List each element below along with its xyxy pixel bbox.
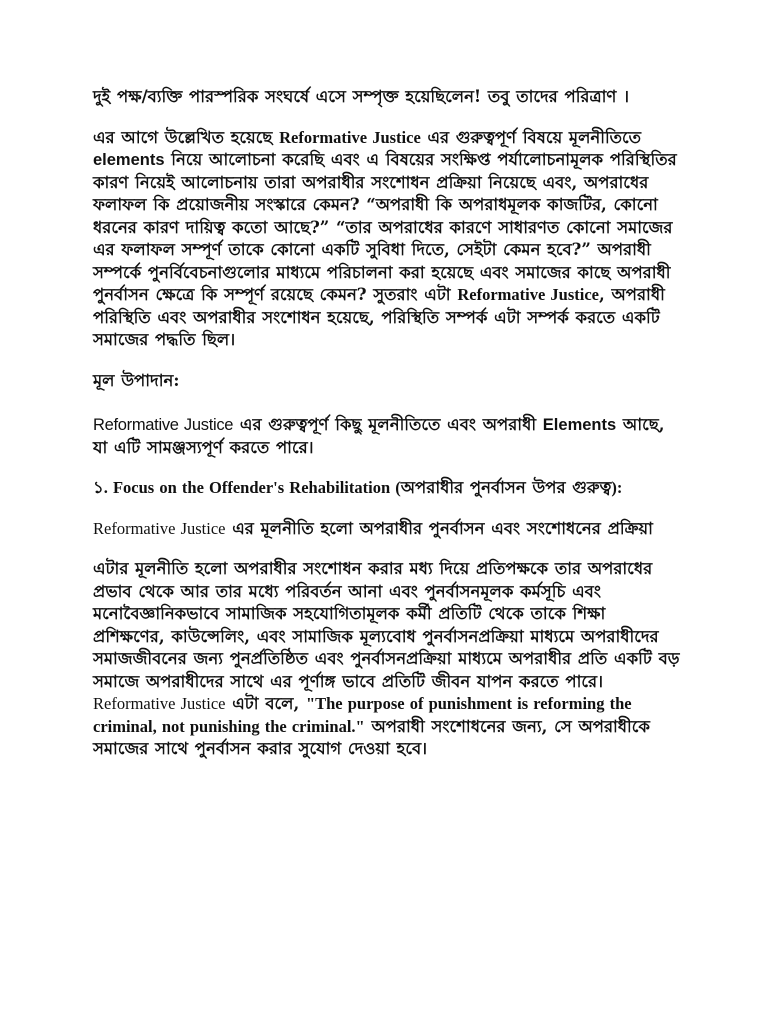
elements-text-part2: আছে, যা এটি সামঞ্জস্যপূর্ণ করতে পারে। [93, 415, 665, 457]
body-paragraph [93, 127, 683, 352]
quote-paragraph [93, 693, 683, 761]
body-term-reformative-justice-2: Reformative Justice [457, 285, 599, 304]
section-heading [93, 370, 683, 393]
quote-text-part1: এটা বলে, [225, 694, 306, 713]
quote-term-reformative-justice: Reformative Justice [93, 694, 226, 713]
intro-text: দুই পক্ষ/ব্যক্তি পারস্পরিক সংঘর্ষে এসে সম্পৃক্ত হয়েছিলেন! তবু তাদের পরিত্রাণ । [93, 87, 630, 106]
detail-paragraph [93, 558, 683, 693]
intro-paragraph [93, 86, 683, 109]
section-heading-text: মূল উপাদান: [93, 370, 180, 390]
focus-heading [93, 477, 683, 500]
body-term-elements: elements [93, 151, 165, 169]
body-text-part4: , অপরাধী পরিস্থিতি এবং অপরাধীর সংশোধন হয়েছে, পরিস্থিতি সম্পর্ক এটা সম্পর্ক করতে একটি সমাজের পদ্ধতি ছিল। [93, 285, 665, 349]
body-text-part1: এর আগে উল্লেখিত হয়েছে [93, 127, 280, 147]
quote-text-part2: অপরাধী সংশোধনের জন্য, সে অপরাধীকে সমাজের সাথে পুনর্বাসন করার সুযোগ দেওয়া হবে। [93, 716, 650, 758]
focus-heading-number: ১ [93, 478, 104, 497]
body-term-reformative-justice: Reformative Justice [279, 127, 421, 147]
elements-term-elements: Elements [542, 416, 617, 434]
elements-paragraph [93, 414, 683, 459]
focus-heading-title: . Focus on the Offender's Rehabilitation ( [103, 478, 401, 497]
focus-heading-end: ): [611, 478, 623, 497]
elements-text-part1: এর গুরুত্বপূর্ণ কিছু মূলনীতিতে এবং অপরাধী [233, 415, 543, 434]
elements-term-reformative-justice: Reformative Justice [93, 416, 234, 434]
quote-english: "The purpose of punishment is reforming the criminal, not punishing the criminal." [93, 694, 632, 736]
document-page [93, 86, 683, 761]
detail-text: এটার মূলনীতি হলো অপরাধীর সংশোধন করার মধ্য দিয়ে প্রতিপক্ষকে তার অপরাধের প্রভাব থেকে আর তার মধ্যে পরিবর্তন আনা এবং পুনর্বাসনমূলক কর্মসূচি এবং মনোবৈজ্ঞানিকভাবে সামাজিক সহযোগিতামূলক কর্মী প্রতিটি থেকে তাকে শিক্ষা প্রশিক্ষণের, কাউন্সেলিং, এবং সামাজিক মূল্যবোধ পুনর্বাসনপ্রক্রিয়া মাধ্যমে অপরাধীদের সমাজজীবনের জন্য পুনর্প্রতিষ্ঠিত এবং পুনর্বাসনপ্রক্রিয়া মাধ্যমে অপরাধীর প্রতি একটি বড় সমাজে অপরাধীদের সাথে এর পূর্ণাঙ্গ ভাবে প্রতিটি জীবন যাপন করতে পারে। [93, 559, 680, 691]
body-text-part2: এর গুরুত্বপূর্ণ বিষয়ে মূলনীতিতে [420, 127, 642, 147]
body-text-part3: নিয়ে আলোচনা করেছি এবং এ বিষয়ের সংক্ষিপ্ত পর্যালোচনামূলক পরিস্থিতির কারণ নিয়েই আলোচনায় তারা অপরাধীর সংশোধন প্রক্রিয়া নিয়েছে এবং, অপরাধের ফলাফল কি প্রয়োজনীয় সংস্কারে কেমন? “অপরাধী কি অপরাধমূলক কাজটির, কোনো ধরনের কারণ দায়িত্ব কতো আছে?” “তার অপরাধের কারণে সাধারণত কোনো সমাজের এর ফলাফল সম্পূর্ণ তাকে কোনো একটি সুবিধা দিতে, সেইটা কেমন হবে?” অপরাধী সম্পর্কে পুনর্বিবেচনাগুলোর মাধ্যমে পরিচালনা করা হয়েছে এবং সমাজের কাছে অপরাধী পুনর্বাসন ক্ষেত্রে কি সম্পূর্ণ রয়েছে কেমন? সুতরাং এটা [93, 150, 677, 304]
focus-heading-bengali: অপরাধীর পুনর্বাসন উপর গুরুত্ব [400, 478, 612, 497]
lead-text: এর মূলনীতি হলো অপরাধীর পুনর্বাসন এবং সংশোধনের প্রক্রিয়া [225, 518, 653, 538]
lead-term-reformative-justice: Reformative Justice [93, 518, 226, 538]
lead-paragraph [93, 518, 683, 541]
